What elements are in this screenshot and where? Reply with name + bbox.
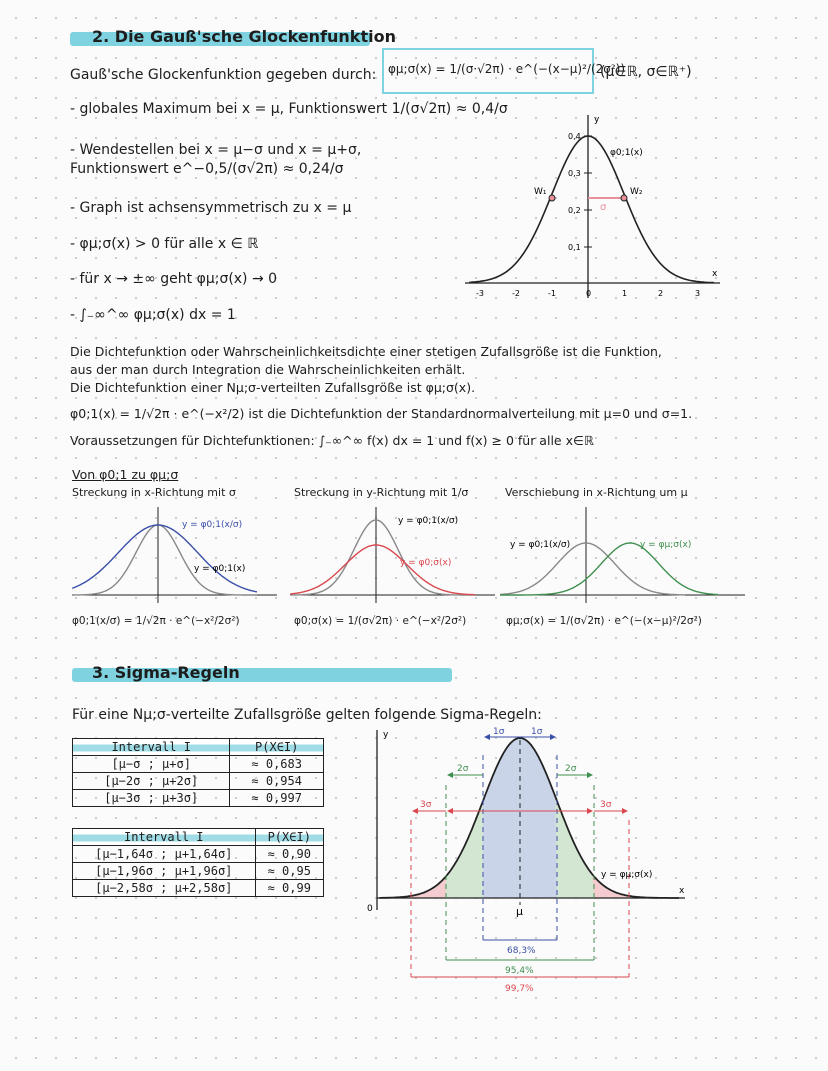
x-tick-label: 1 bbox=[622, 289, 628, 298]
y-tick-label: 0,3 bbox=[568, 169, 581, 178]
formula-domain: (μ∈ℝ, σ∈ℝ⁺) bbox=[600, 64, 692, 80]
curve-label: y = φ0;1(x/σ) bbox=[510, 540, 571, 550]
col-interval: Intervall I bbox=[73, 739, 230, 756]
table-row: [μ−1,96σ ; μ+1,96σ] ≈ 0,95 bbox=[73, 863, 324, 880]
transform-y-graph bbox=[290, 505, 500, 605]
quantile-table bbox=[72, 828, 324, 897]
curve-label: y = φ0;1(x/σ) bbox=[398, 516, 459, 526]
p1-label: 68,3% bbox=[507, 946, 536, 956]
col-interval: Intervall I bbox=[73, 829, 256, 846]
mu-label: μ bbox=[516, 905, 523, 918]
y-tick-label: 0,2 bbox=[568, 206, 581, 215]
x-tick-label: 0 bbox=[586, 289, 592, 298]
x-axis-label: x bbox=[679, 886, 685, 896]
bullet-limit: - für x → ±∞ geht φμ;σ(x) → 0 bbox=[70, 271, 278, 287]
transform-x-title: Streckung in x-Richtung mit σ bbox=[72, 486, 236, 499]
base-curve bbox=[72, 525, 257, 595]
three-sigma-label: 3σ bbox=[600, 800, 612, 810]
bullet-integral: - ∫₋∞^∞ φμ;σ(x) dx = 1 bbox=[70, 307, 236, 323]
sigma-table bbox=[72, 738, 324, 807]
transform-title: Von φ0;1 zu φμ;σ bbox=[72, 467, 179, 482]
bullet-inflection: - Wendestellen bei x = μ−σ und x = μ+σ, bbox=[70, 142, 362, 158]
col-probability: P(X∈I) bbox=[230, 739, 324, 756]
intro-text: Gauß'sche Glockenfunktion gegeben durch: bbox=[70, 67, 377, 83]
gauss-formula: φμ;σ(x) = 1/(σ·√2π) · e^(−(x−μ)²/(2σ²)) bbox=[388, 62, 626, 76]
y-axis-label: y bbox=[383, 730, 389, 740]
col-probability: P(X∈I) bbox=[255, 829, 323, 846]
inflection-point-w2 bbox=[621, 195, 627, 201]
table-row: [μ−3σ ; μ+3σ] ≈ 0,997 bbox=[73, 790, 324, 807]
section3-heading: 3. Sigma-Regeln bbox=[92, 663, 240, 682]
bullet-maximum: - globales Maximum bei x = μ, Funktionswert 1/(σ√2π) ≈ 0,4/σ bbox=[70, 101, 508, 117]
standard-normal-density: φ0;1(x) = 1/√2π · e^(−x²/2) ist die Dichtefunktion der Standardnormalverteilung mit μ=0 und σ=1. bbox=[70, 406, 693, 421]
bullet-positive: - φμ;σ(x) > 0 für alle x ∈ ℝ bbox=[70, 236, 259, 252]
bullet-inflection-value: Funktionswert e^−0,5/(σ√2π) ≈ 0,24/σ bbox=[70, 161, 344, 177]
x-axis-label: x bbox=[712, 269, 718, 279]
base-label: y = φ0;σ(x) bbox=[400, 558, 452, 568]
base-label: y = φ0;1(x) bbox=[194, 564, 246, 574]
w2-label: W₂ bbox=[630, 187, 643, 197]
transform-shift-graph bbox=[500, 505, 750, 605]
one-sigma-label: 1σ bbox=[493, 727, 505, 737]
p2-label: 95,4% bbox=[505, 966, 534, 976]
w1-label: W₁ bbox=[534, 187, 547, 197]
inflection-point-w1 bbox=[549, 195, 555, 201]
y-axis-label: y bbox=[594, 115, 600, 125]
transform-shift-title: Verschiebung in x-Richtung um μ bbox=[505, 486, 688, 499]
one-sigma-label: 1σ bbox=[531, 727, 543, 737]
density-definition-2: aus der man durch Integration die Wahrscheinlichkeiten erhält. bbox=[70, 362, 466, 377]
sigma-rule-graph bbox=[365, 725, 705, 995]
x-tick-label: 3 bbox=[695, 289, 701, 298]
section2-heading: 2. Die Gauß'sche Glockenfunktion bbox=[92, 27, 396, 46]
table-row: [μ−1,64σ ; μ+1,64σ] ≈ 0,90 bbox=[73, 846, 324, 863]
base-label: y = φμ;σ(x) bbox=[640, 540, 692, 550]
table-row: [μ−σ ; μ+σ] ≈ 0,683 bbox=[73, 756, 324, 773]
base-curve bbox=[500, 543, 685, 595]
x-tick-label: -3 bbox=[476, 289, 484, 298]
x-tick-label: -1 bbox=[548, 289, 556, 298]
x-ticks bbox=[476, 289, 700, 298]
x-tick-label: -2 bbox=[512, 289, 520, 298]
sigma-label: σ bbox=[600, 202, 607, 213]
gauss-graph bbox=[460, 110, 720, 310]
density-definition-1: Die Dichtefunktion oder Wahrscheinlichkeitsdichte einer stetigen Zufallsgröße ist die Funktion, bbox=[70, 344, 662, 359]
curve-label: φ0;1(x) bbox=[610, 148, 643, 158]
density-conditions: Voraussetzungen für Dichtefunktionen: ∫₋∞^∞ f(x) dx = 1 und f(x) ≥ 0 für alle x∈ℝ bbox=[70, 433, 594, 448]
two-sigma-label: 2σ bbox=[565, 764, 577, 774]
transform-x-formula: φ0;1(x/σ) = 1/√2π · e^(−x²/2σ²) bbox=[72, 615, 240, 627]
table-row: [μ−2σ ; μ+2σ] ≈ 0,954 bbox=[73, 773, 324, 790]
transform-y-formula: φ0;σ(x) = 1/(σ√2π) · e^(−x²/2σ²) bbox=[294, 615, 467, 627]
transform-y-title: Streckung in y-Richtung mit 1/σ bbox=[294, 486, 469, 499]
scaled-curve bbox=[290, 545, 475, 595]
shifted-curve bbox=[500, 543, 718, 595]
density-definition-3: Die Dichtefunktion einer Nμ;σ-verteilten Zufallsgröße ist φμ;σ(x). bbox=[70, 380, 476, 395]
curve-label: y = φ0;1(x/σ) bbox=[182, 520, 243, 530]
p3-label: 99,7% bbox=[505, 984, 534, 994]
x-tick-label: 2 bbox=[658, 289, 664, 298]
three-sigma-label: 3σ bbox=[420, 800, 432, 810]
two-sigma-label: 2σ bbox=[457, 764, 469, 774]
bullet-symmetry: - Graph ist achsensymmetrisch zu x = μ bbox=[70, 200, 352, 216]
stretched-curve bbox=[72, 525, 257, 592]
origin-label: 0 bbox=[367, 904, 373, 914]
curve-label: y = φμ;σ(x) bbox=[601, 870, 653, 880]
sigma-rules-intro: Für eine Nμ;σ-verteilte Zufallsgröße gelten folgende Sigma-Regeln: bbox=[72, 707, 542, 723]
y-tick-label: 0,1 bbox=[568, 243, 581, 252]
y-tick-label: 0,4 bbox=[568, 132, 581, 141]
transform-x-graph bbox=[72, 505, 282, 605]
gauss-curve bbox=[469, 136, 714, 283]
table-row: [μ−2,58σ ; μ+2,58σ] ≈ 0,99 bbox=[73, 880, 324, 897]
transform-shift-formula: φμ;σ(x) = 1/(σ√2π) · e^(−(x−μ)²/2σ²) bbox=[506, 615, 702, 627]
